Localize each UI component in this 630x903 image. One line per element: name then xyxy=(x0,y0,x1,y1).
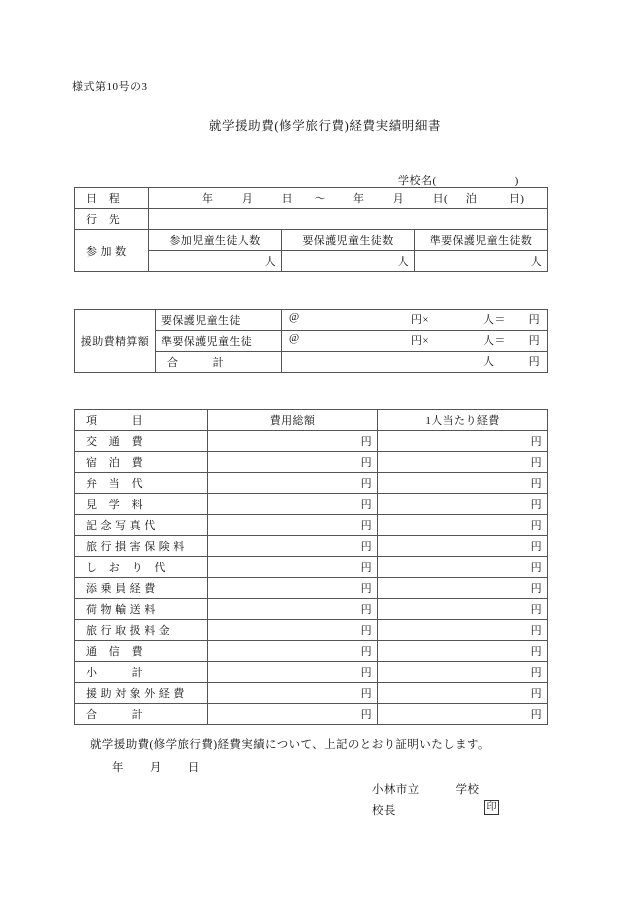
expense-item-admission: 見 学 料 xyxy=(75,494,208,515)
expense-table xyxy=(74,409,548,725)
expense-perperson-communication[interactable]: 円 xyxy=(378,641,548,662)
expense-total-lodging[interactable]: 円 xyxy=(208,452,378,473)
table-row xyxy=(75,431,548,452)
table-row-participant-headers xyxy=(75,230,548,251)
settlement-label: 援助費精算額 xyxy=(75,310,156,373)
expense-perperson-transport[interactable]: 円 xyxy=(378,431,548,452)
table-row xyxy=(75,641,548,662)
table-row xyxy=(75,473,548,494)
expense-total-bento[interactable]: 円 xyxy=(208,473,378,494)
table-row xyxy=(75,620,548,641)
end-month-field[interactable]: 月 xyxy=(392,193,405,205)
days-field[interactable]: 日) xyxy=(508,193,525,205)
cert-year-field[interactable]: 年 xyxy=(112,762,124,774)
expense-perperson-handling[interactable]: 円 xyxy=(378,620,548,641)
expense-header-perperson: 1人当たり経費 xyxy=(378,410,548,431)
table-row xyxy=(75,452,548,473)
cert-month-field[interactable]: 月 xyxy=(149,762,162,774)
expense-perperson-insurance[interactable]: 円 xyxy=(378,536,548,557)
cert-day-field[interactable]: 日 xyxy=(187,762,200,774)
expense-perperson-noneligible[interactable]: 円 xyxy=(378,683,548,704)
start-year-field[interactable]: 年 xyxy=(202,193,214,205)
expense-item-grandtotal: 合 計 xyxy=(75,704,208,725)
expense-header-item: 項 目 xyxy=(75,410,208,431)
expense-item-handling: 旅 行 取 扱 料 金 xyxy=(75,620,208,641)
participant-value-total[interactable]: 人 xyxy=(149,251,282,272)
nights-field[interactable]: 泊 xyxy=(465,193,478,205)
form-number: 様式第10号の3 xyxy=(72,81,148,93)
expense-total-grandtotal[interactable]: 円 xyxy=(208,704,378,725)
quasi-at-mark: @ xyxy=(289,331,300,344)
expense-perperson-bento[interactable]: 円 xyxy=(378,473,548,494)
row-label-participants: 参 加 数 xyxy=(75,230,149,272)
expense-perperson-admission[interactable]: 円 xyxy=(378,494,548,515)
settlement-category-quasi: 準要保護児童生徒 xyxy=(156,331,282,352)
document-title: 就学援助費(修学旅行費)経費実績明細書 xyxy=(208,119,442,133)
expense-total-communication[interactable]: 円 xyxy=(208,641,378,662)
table-row-schedule xyxy=(75,188,548,209)
participant-value-quasi[interactable]: 人 xyxy=(415,251,548,272)
certification-text: 就学援助費(修学旅行費)経費実績について、上記のとおり証明いたします。 xyxy=(90,739,490,751)
expense-perperson-guide[interactable]: 円 xyxy=(378,578,548,599)
table-row-settlement-needy xyxy=(75,310,548,331)
signature-school-line xyxy=(372,781,479,797)
needy-people-count[interactable]: 人＝ xyxy=(483,313,506,326)
school-name-label: 学校名( xyxy=(398,175,437,187)
date-range-tilde: ～ xyxy=(314,193,327,205)
expense-item-guide: 添 乗 員 経 費 xyxy=(75,578,208,599)
expense-item-bento: 弁 当 代 xyxy=(75,473,208,494)
settlement-category-needy: 要保護児童生徒 xyxy=(156,310,282,331)
row-label-destination: 行 先 xyxy=(75,209,149,230)
quasi-subtotal[interactable]: 円 xyxy=(528,334,540,347)
destination-input-cell[interactable] xyxy=(149,209,548,230)
quasi-unit-price[interactable]: 円× xyxy=(411,334,430,347)
expense-item-transport: 交 通 費 xyxy=(75,431,208,452)
certification-date[interactable] xyxy=(112,759,200,775)
participant-header-needy: 要保護児童生徒数 xyxy=(282,230,415,251)
start-month-field[interactable]: 月 xyxy=(241,193,254,205)
quasi-people-count[interactable]: 人＝ xyxy=(483,334,506,347)
table-row xyxy=(75,704,548,725)
expense-perperson-lodging[interactable]: 円 xyxy=(378,452,548,473)
table-row xyxy=(75,599,548,620)
expense-item-communication: 通 信 費 xyxy=(75,641,208,662)
expense-total-photo[interactable]: 円 xyxy=(208,515,378,536)
table-row xyxy=(75,536,548,557)
row-label-schedule: 日 程 xyxy=(75,188,149,209)
expense-item-subtotal: 小 計 xyxy=(75,662,208,683)
expense-perperson-booklet[interactable]: 円 xyxy=(378,557,548,578)
settlement-calc-quasi[interactable] xyxy=(282,331,548,352)
schedule-date-cell[interactable] xyxy=(149,188,548,209)
total-amount[interactable]: 円 xyxy=(528,355,540,368)
settlement-category-total: 合 計 xyxy=(156,352,282,373)
signature-principal-label: 校長 xyxy=(372,805,396,817)
expense-item-noneligible: 援 助 対 象 外 経 費 xyxy=(75,683,208,704)
total-people-count[interactable]: 人 xyxy=(483,355,495,368)
settlement-calc-needy[interactable] xyxy=(282,310,548,331)
schedule-table xyxy=(74,187,548,272)
table-row xyxy=(75,683,548,704)
table-row xyxy=(75,515,548,536)
participant-value-needy[interactable]: 人 xyxy=(282,251,415,272)
expense-item-photo: 記 念 写 真 代 xyxy=(75,515,208,536)
participant-header-quasi: 準要保護児童生徒数 xyxy=(415,230,548,251)
table-row xyxy=(75,662,548,683)
expense-total-transport[interactable]: 円 xyxy=(208,431,378,452)
needy-unit-price[interactable]: 円× xyxy=(411,313,430,326)
expense-perperson-photo[interactable]: 円 xyxy=(378,515,548,536)
table-row-expense-header xyxy=(75,410,548,431)
settlement-table xyxy=(74,309,548,373)
expense-total-subtotal[interactable]: 円 xyxy=(208,662,378,683)
expense-perperson-grandtotal[interactable]: 円 xyxy=(378,704,548,725)
needy-at-mark: @ xyxy=(289,310,300,323)
expense-item-insurance: 旅 行 損 害 保 険 料 xyxy=(75,536,208,557)
expense-total-admission[interactable]: 円 xyxy=(208,494,378,515)
seal-stamp-icon: 印 xyxy=(484,800,499,815)
expense-header-total: 費用総額 xyxy=(208,410,378,431)
school-city-prefix: 小林市立 xyxy=(372,784,420,796)
settlement-calc-total[interactable] xyxy=(282,352,548,373)
school-name-close-paren: ) xyxy=(514,175,519,187)
table-row-destination xyxy=(75,209,548,230)
table-row xyxy=(75,494,548,515)
expense-total-guide[interactable]: 円 xyxy=(208,578,378,599)
expense-total-handling[interactable]: 円 xyxy=(208,620,378,641)
start-day-field[interactable]: 日 xyxy=(281,193,294,205)
expense-item-baggage: 荷 物 輸 送 料 xyxy=(75,599,208,620)
expense-perperson-baggage[interactable]: 円 xyxy=(378,599,548,620)
needy-subtotal[interactable]: 円 xyxy=(528,313,540,326)
expense-total-noneligible[interactable]: 円 xyxy=(208,683,378,704)
end-year-field[interactable]: 年 xyxy=(352,193,365,205)
participant-header-total: 参加児童生徒人数 xyxy=(149,230,282,251)
table-row xyxy=(75,557,548,578)
end-day-field[interactable]: 日( xyxy=(432,193,449,205)
expense-total-insurance[interactable]: 円 xyxy=(208,536,378,557)
expense-total-booklet[interactable]: 円 xyxy=(208,557,378,578)
expense-item-lodging: 宿 泊 費 xyxy=(75,452,208,473)
school-name-field xyxy=(398,172,519,188)
table-row xyxy=(75,578,548,599)
expense-item-booklet: し お り 代 xyxy=(75,557,208,578)
expense-perperson-subtotal[interactable]: 円 xyxy=(378,662,548,683)
school-type-suffix: 学校 xyxy=(455,784,480,796)
expense-total-baggage[interactable]: 円 xyxy=(208,599,378,620)
